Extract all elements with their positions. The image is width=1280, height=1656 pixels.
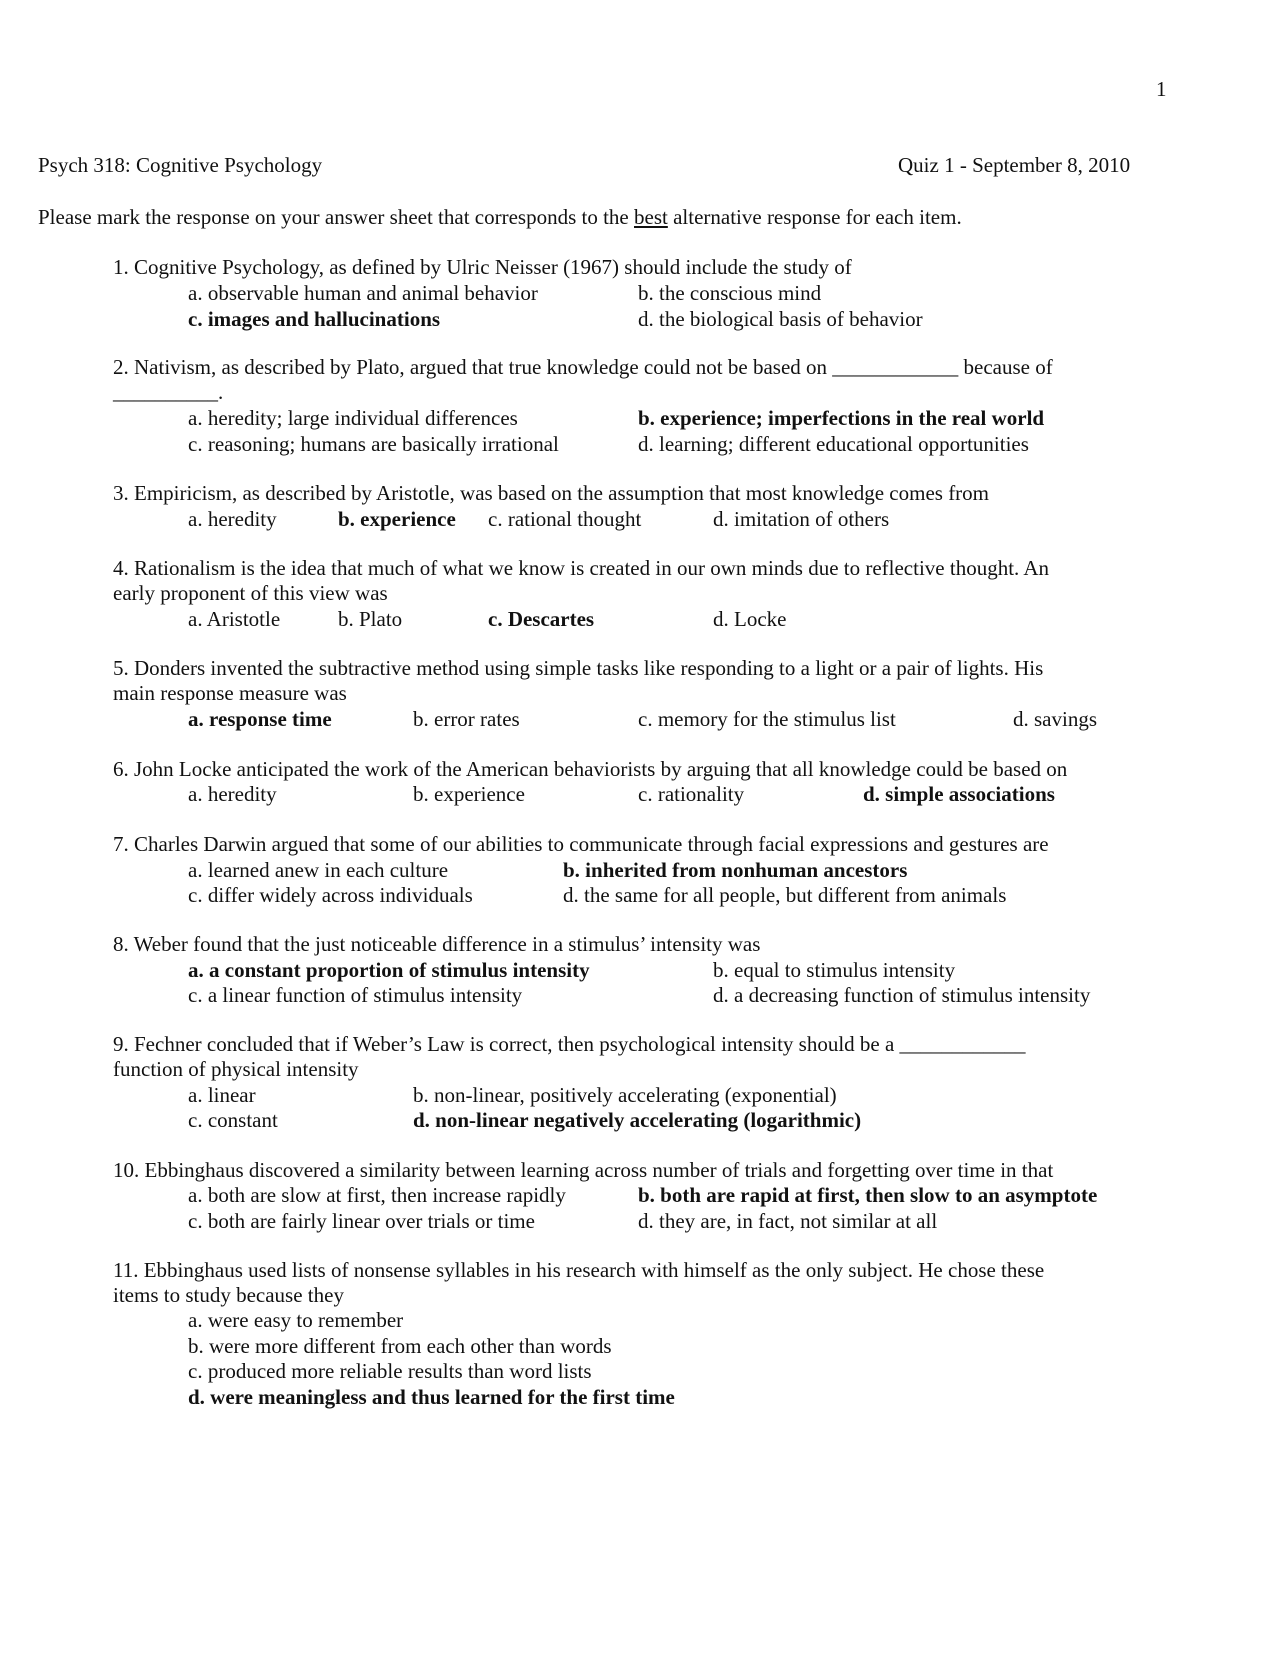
answer-option-correct: b. both are rapid at first, then slow to an asymptote [638,1183,1098,1207]
answer-option: a. heredity [188,507,277,531]
answer-option-correct: d. simple associations [863,782,1055,806]
answer-option: d. they are, in fact, not similar at all [638,1209,938,1233]
answer-option: c. differ widely across individuals [188,883,473,907]
answer-option: a. heredity; large individual differences [188,406,518,430]
question-stem: 5. Donders invented the subtractive method using simple tasks like responding to a light or a pair of lights. His [113,656,1044,680]
answer-option: c. reasoning; humans are basically irrational [188,432,559,456]
answer-option: b. were more different from each other than words [188,1334,612,1358]
answer-option: d. the same for all people, but different from animals [563,883,1007,907]
answer-option: d. Locke [713,607,787,631]
page-number: 1 [1156,77,1167,101]
answer-option: d. a decreasing function of stimulus intensity [713,983,1091,1007]
question-stem: 4. Rationalism is the idea that much of what we know is created in our own minds due to reflective thought. An [113,556,1050,580]
instructions-text: Please mark the response on your answer sheet that corresponds to the [38,205,634,229]
answer-option: d. the biological basis of behavior [638,307,923,331]
answer-option-correct: a. response time [188,707,332,731]
answer-option: c. both are fairly linear over trials or time [188,1209,535,1233]
answer-option: c. produced more reliable results than word lists [188,1359,592,1383]
question-stem: 11. Ebbinghaus used lists of nonsense syllables in his research with himself as the only subject. He chose these [113,1258,1045,1282]
course-title: Psych 318: Cognitive Psychology [38,153,323,177]
question-stem: main response measure was [113,681,347,705]
answer-option-correct: b. inherited from nonhuman ancestors [563,858,908,882]
answer-option: b. the conscious mind [638,281,822,305]
answer-option-correct: b. experience; imperfections in the real world [638,406,1045,430]
answer-option-correct: c. images and hallucinations [188,307,441,331]
answer-option-correct: b. experience [338,507,456,531]
answer-option: b. non-linear, positively accelerating (exponential) [413,1083,837,1107]
answer-option: b. equal to stimulus intensity [713,958,956,982]
answer-option: b. experience [413,782,525,806]
answer-option: a. heredity [188,782,277,806]
answer-option: c. rational thought [488,507,642,531]
answer-option: c. a linear function of stimulus intensity [188,983,523,1007]
instructions-text-end: alternative response for each item. [667,205,962,229]
answer-option: c. rationality [638,782,745,806]
answer-option: a. linear [188,1083,256,1107]
instructions-emphasis: best [634,205,668,229]
answer-option: c. memory for the stimulus list [638,707,896,731]
question-stem: 6. John Locke anticipated the work of the American behaviorists by arguing that all knowledge could be based on [113,757,1068,781]
answer-option: c. constant [188,1108,278,1132]
answer-option: a. learned anew in each culture [188,858,449,882]
quiz-date: Quiz 1 - September 8, 2010 [898,153,1131,177]
instructions [38,204,962,230]
question-stem: 8. Weber found that the just noticeable difference in a stimulus’ intensity was [113,932,761,956]
question-stem: 10. Ebbinghaus discovered a similarity between learning across number of trials and forgetting over time in that [113,1158,1054,1182]
answer-option: d. imitation of others [713,507,890,531]
answer-option-correct: c. Descartes [488,607,595,631]
question-stem: 1. Cognitive Psychology, as defined by Ulric Neisser (1967) should include the study of [113,255,852,279]
answer-option: a. were easy to remember [188,1308,404,1332]
question-stem: 2. Nativism, as described by Plato, argued that true knowledge could not be based on ____________ because of [113,355,1053,379]
answer-option: d. learning; different educational opportunities [638,432,1029,456]
answer-option-correct: d. were meaningless and thus learned for the first time [188,1385,675,1409]
question-stem: __________. [113,380,224,404]
answer-option: a. Aristotle [188,607,281,631]
answer-option-correct: a. a constant proportion of stimulus intensity [188,958,590,982]
question-stem: items to study because they [113,1283,344,1307]
answer-option: b. Plato [338,607,403,631]
answer-option: b. error rates [413,707,520,731]
answer-option-correct: d. non-linear negatively accelerating (logarithmic) [413,1108,862,1132]
question-stem: 9. Fechner concluded that if Weber’s Law is correct, then psychological intensity should be a ____________ [113,1032,1026,1056]
question-stem: 7. Charles Darwin argued that some of our abilities to communicate through facial expressions and gestures are [113,832,1049,856]
answer-option: a. observable human and animal behavior [188,281,538,305]
question-stem: 3. Empiricism, as described by Aristotle, was based on the assumption that most knowledge comes from [113,481,990,505]
question-stem: early proponent of this view was [113,581,388,605]
question-stem: function of physical intensity [113,1057,359,1081]
answer-option: a. both are slow at first, then increase rapidly [188,1183,566,1207]
answer-option: d. savings [1013,707,1097,731]
